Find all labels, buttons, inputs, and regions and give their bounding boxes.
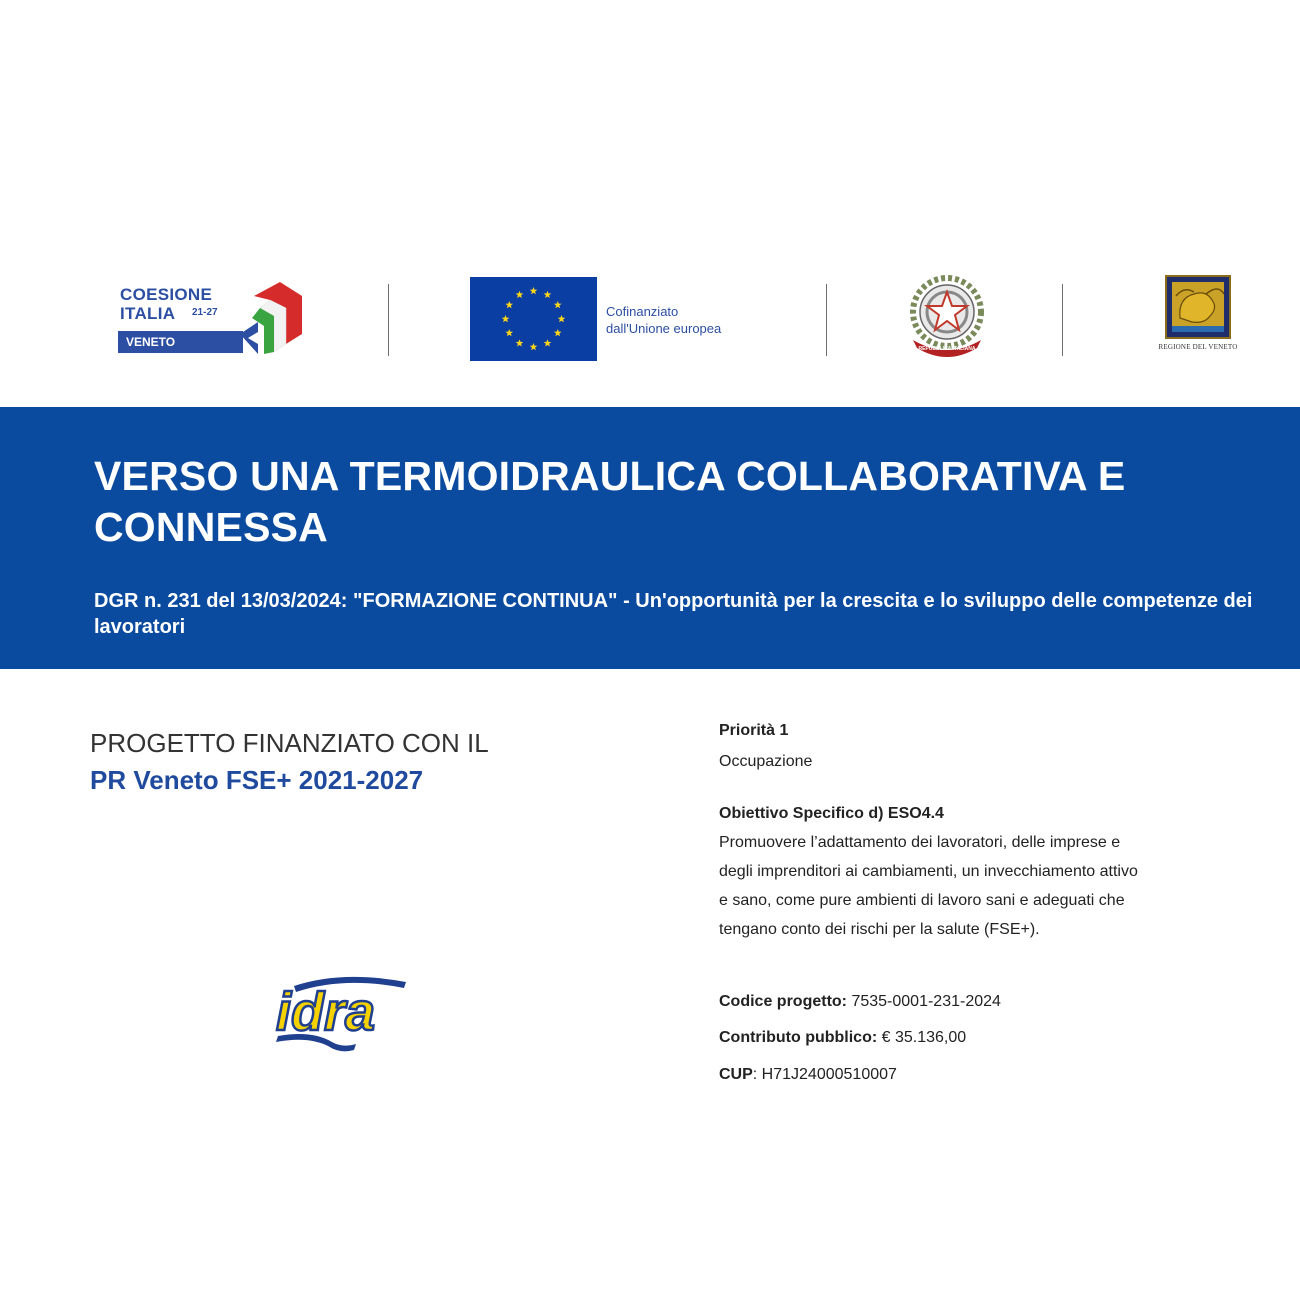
page-title: VERSO UNA TERMOIDRAULICA COLLABORATIVA E CONNESSA bbox=[94, 453, 1126, 550]
objective-line: degli imprenditori ai cambiamenti, un invecchiamento attivo bbox=[719, 863, 1138, 880]
cup-value: : H71J24000510007 bbox=[752, 1066, 897, 1083]
project-code bbox=[719, 993, 1001, 1011]
project-code-label: Codice progetto: bbox=[719, 993, 847, 1010]
logo-divider bbox=[388, 284, 389, 356]
eu-star-icon bbox=[544, 291, 552, 298]
program-label: PROGETTO FINANZIATO CON IL bbox=[90, 728, 489, 758]
eu-star-icon bbox=[558, 315, 566, 322]
idra-wave-icon bbox=[272, 972, 412, 1052]
eu-star-icon bbox=[554, 301, 562, 308]
objective-line: Promuovere l’adattamento dei lavoratori, delle imprese e bbox=[719, 834, 1121, 851]
idra-wordmark: idra bbox=[276, 982, 376, 1042]
public-contribution-value: € 35.136,00 bbox=[877, 1029, 967, 1046]
lion-crest-icon bbox=[1148, 274, 1248, 342]
eu-star-icon bbox=[530, 343, 538, 350]
priority-value: Occupazione bbox=[719, 753, 813, 770]
logo-strip bbox=[0, 262, 1300, 372]
project-code-value: 7535-0001-231-2024 bbox=[847, 993, 1001, 1010]
coesione-years: 21-27 bbox=[192, 307, 218, 318]
objective-line: e sano, come pure ambienti di lavoro sani e adeguati che bbox=[719, 892, 1125, 909]
public-contribution bbox=[719, 1029, 966, 1047]
eu-star-icon bbox=[544, 339, 552, 346]
priority-title: Priorità 1 bbox=[719, 722, 789, 739]
coesione-line1: COESIONE bbox=[120, 285, 213, 304]
logo-divider bbox=[1062, 284, 1063, 356]
cup-label: CUP bbox=[719, 1066, 753, 1083]
eu-star-icon bbox=[530, 287, 538, 294]
objective-line: tengano conto dei rischi per la salute (FSE+). bbox=[719, 921, 1040, 938]
eu-text bbox=[606, 303, 721, 337]
eu-star-icon bbox=[505, 301, 513, 308]
title-banner bbox=[0, 407, 1300, 669]
regione-veneto-logo bbox=[1148, 274, 1248, 364]
eu-star-icon bbox=[516, 339, 524, 346]
coesione-italia-logo bbox=[118, 282, 308, 360]
veneto-caption: REGIONE DEL VENETO bbox=[1158, 343, 1238, 351]
public-contribution-label: Contributo pubblico: bbox=[719, 1029, 878, 1046]
eu-line2: dall'Unione europea bbox=[606, 321, 722, 336]
coesione-line2: ITALIA bbox=[120, 304, 176, 323]
eu-star-icon bbox=[516, 291, 524, 298]
cup-code bbox=[719, 1066, 897, 1084]
emblem-ribbon-text: REPUBBLICA ITALIANA bbox=[918, 346, 976, 352]
logo-divider bbox=[826, 284, 827, 356]
objective-title: Obiettivo Specifico d) ESO4.4 bbox=[719, 805, 944, 822]
coesione-region: VENETO bbox=[126, 335, 176, 349]
eu-star-icon bbox=[554, 329, 562, 336]
eu-star-icon bbox=[505, 329, 513, 336]
eu-star-icon bbox=[502, 315, 510, 322]
repubblica-italiana-emblem bbox=[905, 274, 989, 360]
coesione-tricolor-icon bbox=[224, 282, 308, 354]
eu-flag-icon bbox=[470, 277, 597, 361]
eu-line1: Cofinanziato bbox=[606, 304, 679, 319]
idra-logo bbox=[272, 972, 412, 1052]
eu-cofinanced-logo bbox=[470, 277, 760, 361]
page-subtitle: DGR n. 231 del 13/03/2024: "FORMAZIONE CONTINUA" - Un'opportunità per la crescita e lo sviluppo delle competenze dei lavoratori bbox=[94, 590, 1253, 638]
program-name: PR Veneto FSE+ 2021-2027 bbox=[90, 765, 424, 795]
